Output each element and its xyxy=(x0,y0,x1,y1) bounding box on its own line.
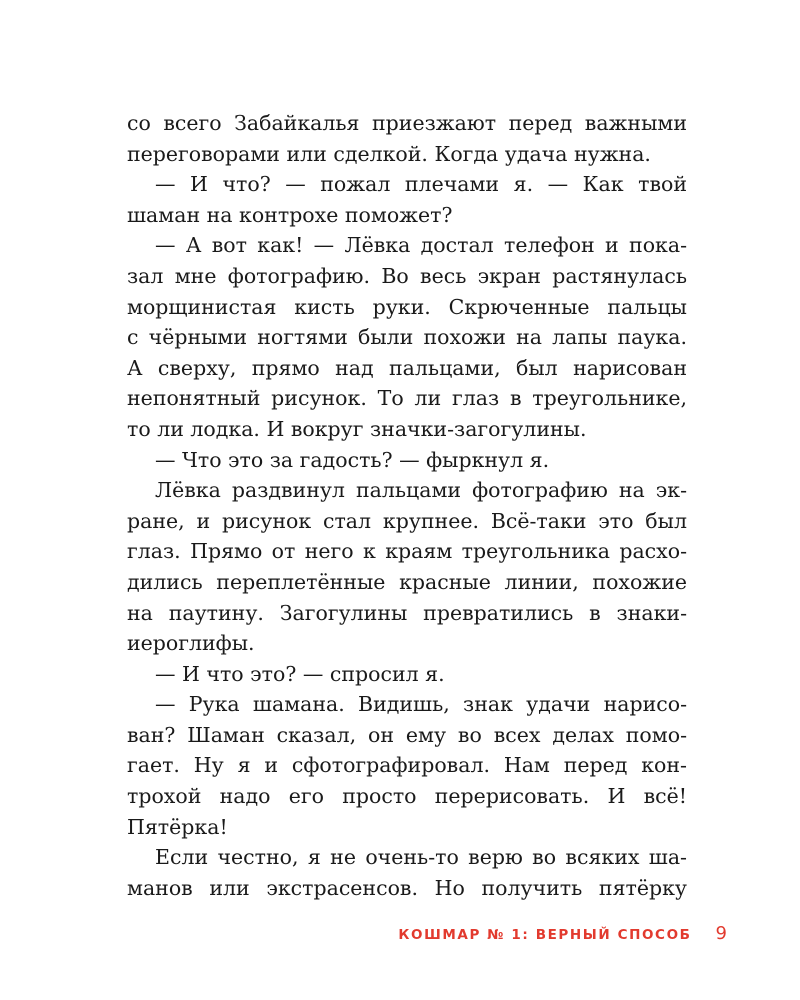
text-line: переговорами или сделкой. Когда удача нужна. xyxy=(127,141,651,166)
text-line: манов или экстрасенсов. Но получить пятёрку xyxy=(127,875,687,900)
text-line: со всего Забайкалья приезжают перед важными xyxy=(127,111,687,135)
text-line: на паутину. Загогулины превратились в знаки- xyxy=(127,600,687,625)
text-line: Пятёрка! xyxy=(127,814,228,839)
text-line: — Что это за гадость? — фыркнул я. xyxy=(155,447,550,472)
page-footer xyxy=(398,923,727,944)
text-line: Если честно, я не очень-то верю во всяких ша- xyxy=(155,845,687,870)
text-line: — Рука шамана. Видишь, знак удачи нарисо- xyxy=(155,692,687,717)
text-line: — И что? — пожал плечами я. — Как твой xyxy=(155,172,687,197)
text-line: ране, и рисунок стал крупнее. Всё-таки это был xyxy=(127,508,687,533)
text-line: то ли лодка. И вокруг значки-загогулины. xyxy=(127,416,587,441)
text-line: трохой надо его просто перерисовать. И всё! xyxy=(127,784,687,809)
text-line: зал мне фотографию. Во весь экран растянулась xyxy=(127,263,687,288)
text-line: непонятный рисунок. То ли глаз в треугольнике, xyxy=(127,386,687,411)
text-line: гает. Ну я и сфотографировал. Нам перед кон- xyxy=(127,753,687,778)
text-line: — И что это? — спросил я. xyxy=(155,661,445,686)
text-line: дились переплетённые красные линии, похожие xyxy=(127,569,687,594)
text-line: ван? Шаман сказал, он ему во всех делах помо- xyxy=(127,722,687,747)
text-line: шаман на контрохе поможет? xyxy=(127,202,453,227)
text-line: иероглифы. xyxy=(127,631,255,656)
body-text xyxy=(127,108,687,903)
text-line: с чёрными ногтями были похожи на лапы паука. xyxy=(127,325,687,350)
page-number: 9 xyxy=(715,923,727,944)
text-line: — А вот как! — Лёвка достал телефон и пока- xyxy=(155,233,687,258)
running-head: КОШМАР № 1: ВЕРНЫЙ СПОСОБ xyxy=(398,927,692,943)
text-line: глаз. Прямо от него к краям треугольника расхо- xyxy=(127,539,687,564)
text-line: морщинистая кисть руки. Скрюченные пальцы xyxy=(127,294,687,319)
text-line: Лёвка раздвинул пальцами фотографию на эк- xyxy=(155,478,687,503)
text-line: А сверху, прямо над пальцами, был нарисован xyxy=(127,355,687,380)
